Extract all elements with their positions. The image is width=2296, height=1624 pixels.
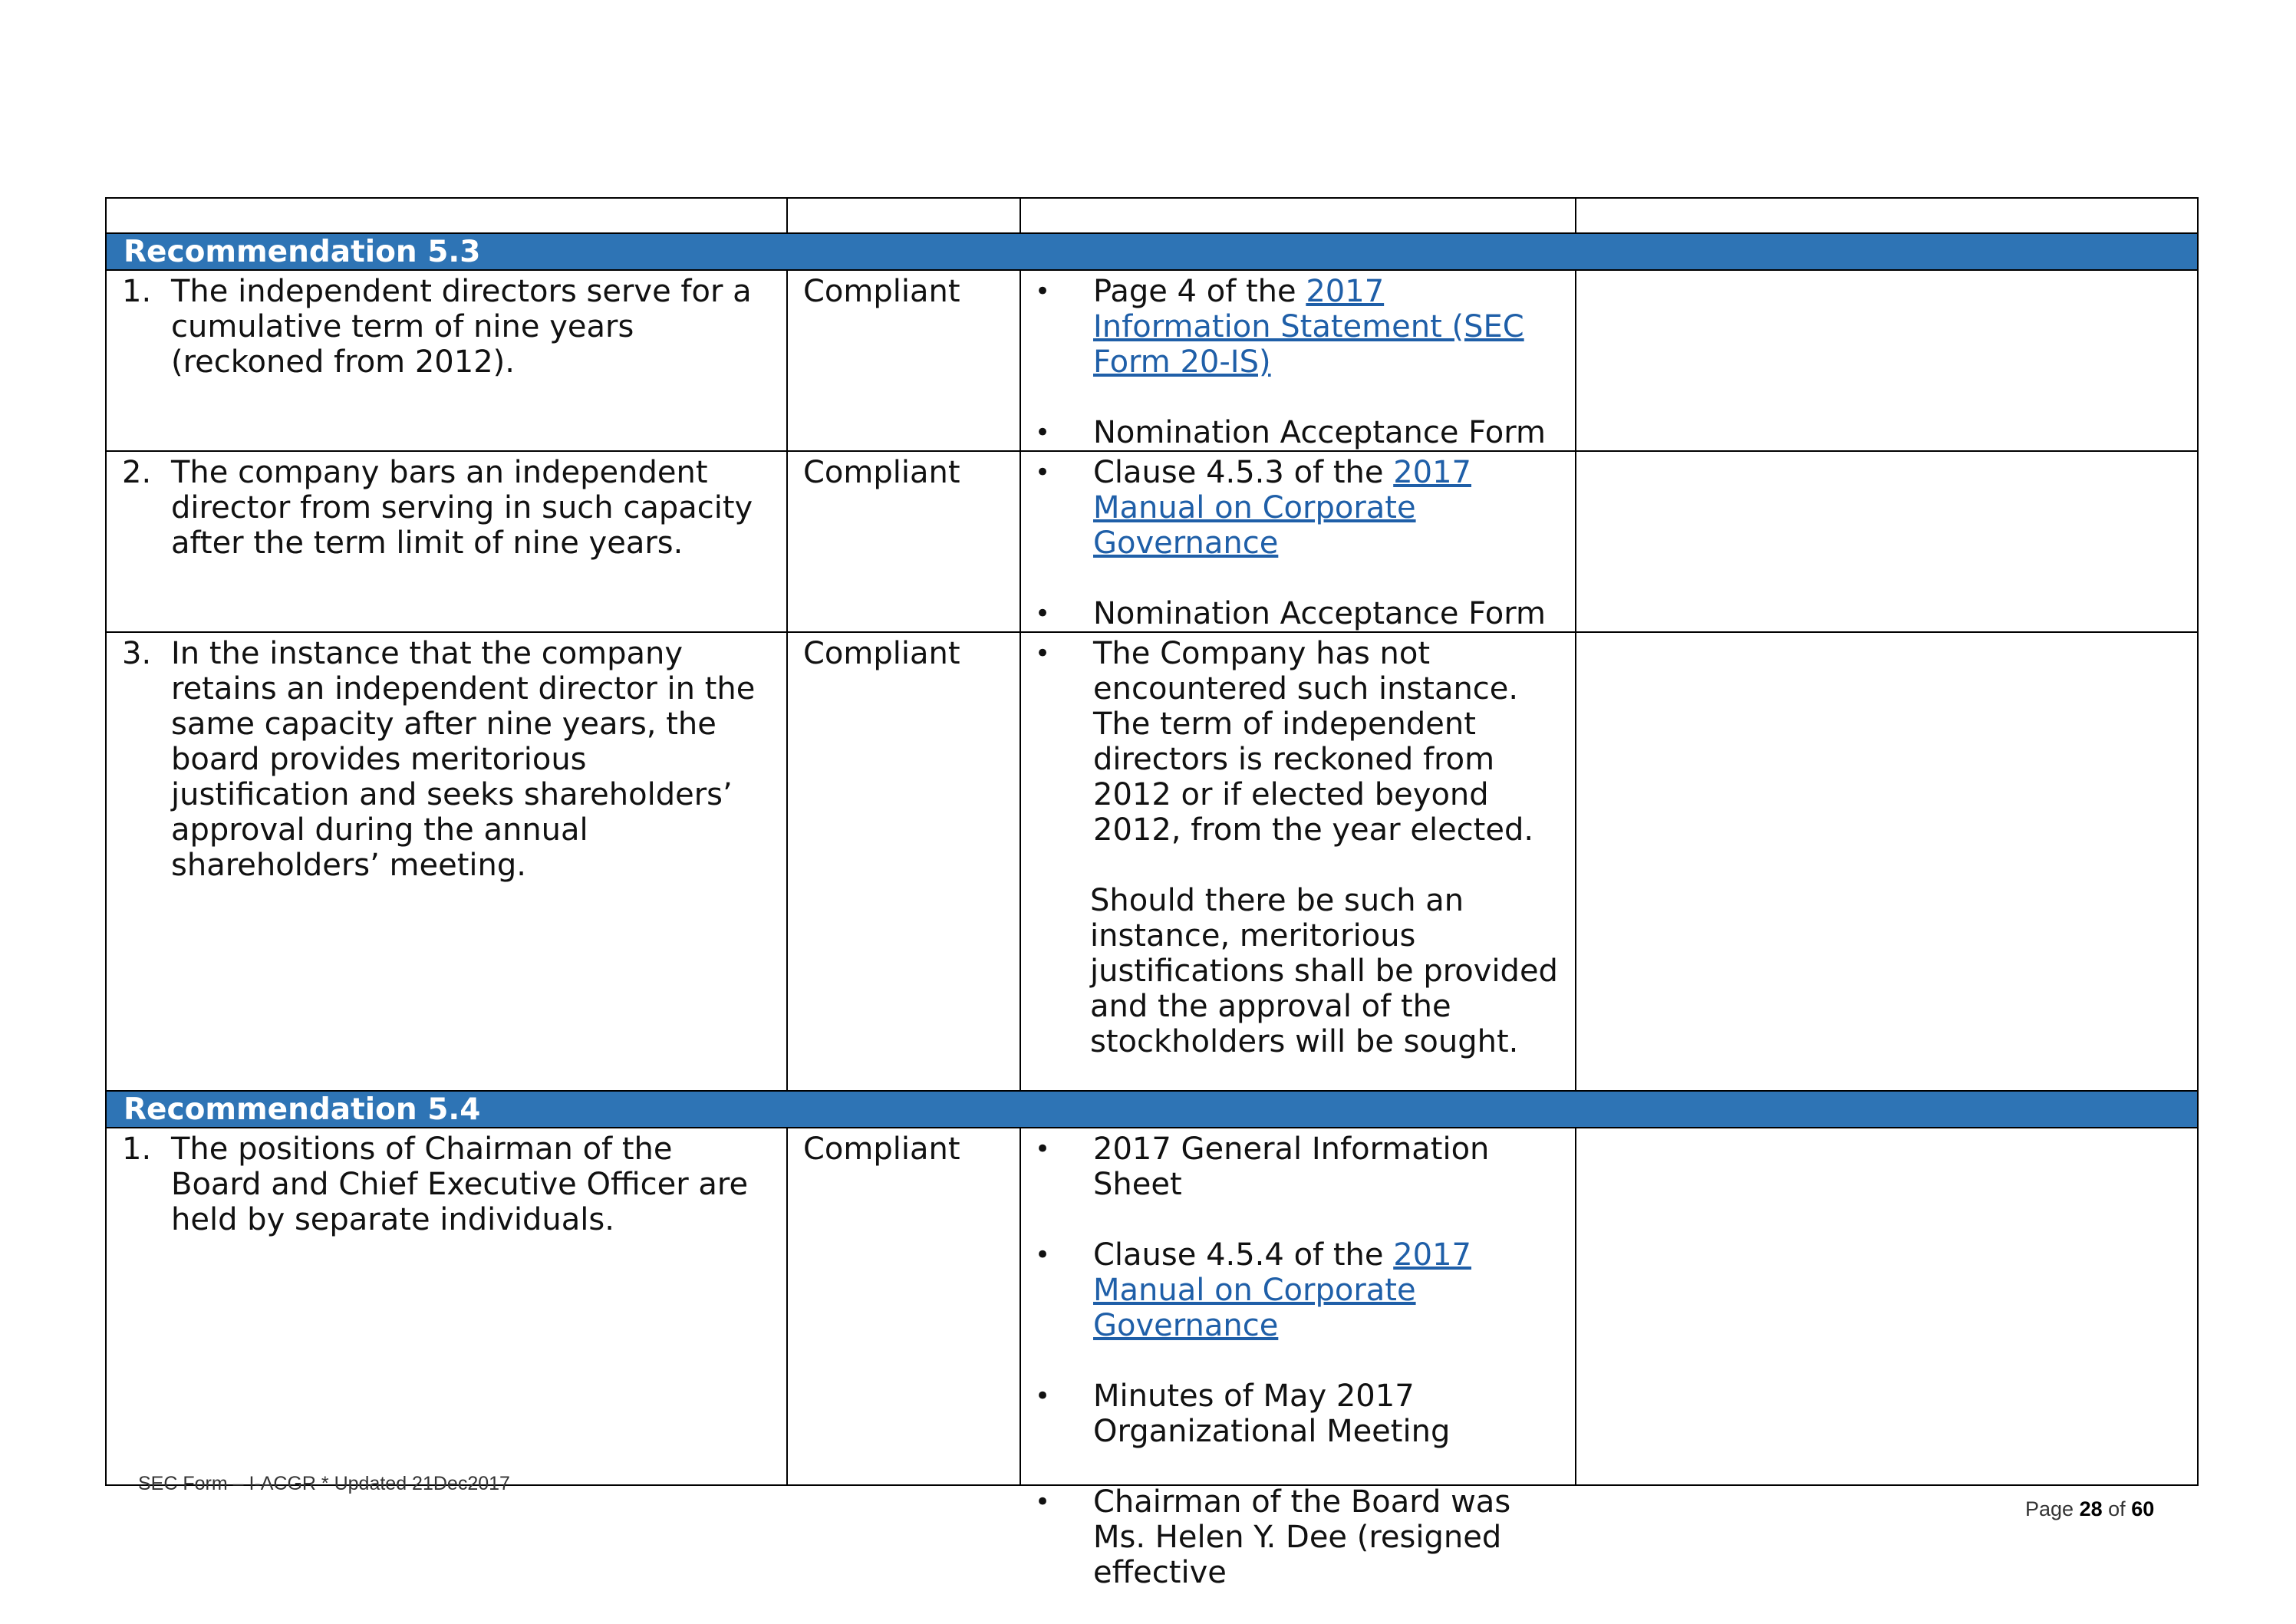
section-heading-row [106, 1091, 2198, 1128]
evidence-text: Chairman of the Board was Ms. Helen Y. Dee (resigned effective [1093, 1484, 1511, 1590]
bullet-icon: • [1035, 1381, 1051, 1412]
recommendation-item [122, 636, 771, 883]
page-number [2025, 1497, 2154, 1521]
evidence-list [1032, 274, 1560, 450]
evidence-link[interactable]: 2017 Information Statement (SEC Form 20-IS) [1093, 274, 1524, 380]
remarks-cell [1576, 1128, 2198, 1485]
section-heading: Recommendation 5.3 [106, 233, 2198, 270]
list-item [1032, 1484, 1560, 1590]
table-header-blank-row [106, 198, 2198, 233]
list-item [1032, 1237, 1560, 1343]
evidence-text: 2017 General Information Sheet [1093, 1132, 1490, 1202]
bullet-icon: • [1035, 1240, 1051, 1270]
item-number: 1. [122, 274, 152, 309]
section-heading-row [106, 233, 2198, 270]
evidence-text: Nomination Acceptance Form [1093, 596, 1546, 631]
remarks-cell [1576, 451, 2198, 632]
bullet-icon: • [1035, 1134, 1051, 1164]
footer-form-label: SEC Form – I-ACGR * Updated 21Dec2017 [138, 1473, 510, 1494]
page-current: 28 [2079, 1497, 2103, 1520]
evidence-list [1032, 455, 1560, 631]
compliance-status: Compliant [787, 270, 1020, 451]
evidence-note: Should there be such an instance, meritorious justifications shall be provided and the approval of the stockholders will be sought. [1090, 883, 1558, 1059]
bullet-icon: • [1035, 1487, 1051, 1517]
item-text: The company bars an independent director from serving in such capacity after the term limit of nine years. [171, 455, 753, 561]
evidence-list [1032, 1132, 1560, 1590]
bullet-icon: • [1035, 276, 1051, 307]
list-item [1032, 274, 1560, 380]
page-word: Page [2025, 1497, 2074, 1520]
bullet-icon: • [1035, 638, 1051, 669]
list-item [1032, 596, 1560, 631]
recommendation-item [122, 274, 771, 380]
page-of: of [2108, 1497, 2126, 1520]
evidence-text: Clause 4.5.3 of the [1093, 455, 1394, 490]
bullet-icon: • [1035, 598, 1051, 629]
page-total: 60 [2131, 1497, 2155, 1520]
list-item [1032, 636, 1560, 848]
list-item [1032, 883, 1560, 1059]
evidence-link[interactable]: 2017 Manual on Corporate Governance [1093, 1237, 1471, 1343]
evidence-clip [1032, 1132, 1560, 1590]
compliance-status: Compliant [787, 1128, 1020, 1485]
item-number: 1. [122, 1132, 152, 1167]
bullet-icon: • [1035, 417, 1051, 448]
table-row [106, 270, 2198, 451]
list-item [1032, 1379, 1560, 1449]
recommendation-item [122, 455, 771, 561]
evidence-text: Clause 4.5.4 of the [1093, 1237, 1394, 1273]
evidence-link[interactable]: 2017 Manual on Corporate Governance [1093, 455, 1471, 561]
table-row [106, 1128, 2198, 1485]
item-number: 2. [122, 455, 152, 490]
table-row [106, 451, 2198, 632]
table-row [106, 632, 2198, 1091]
compliance-status: Compliant [787, 451, 1020, 632]
section-heading: Recommendation 5.4 [106, 1091, 2198, 1128]
compliance-status: Compliant [787, 632, 1020, 1091]
list-item [1032, 455, 1560, 561]
item-text: In the instance that the company retains an independent director in the same capacity after nine years, the board provides meritorious justification and seeks shareholders’ approval during the annual shareholders’ meeting. [171, 636, 756, 883]
evidence-text: Minutes of May 2017 Organizational Meeting [1093, 1379, 1451, 1449]
item-number: 3. [122, 636, 152, 671]
evidence-text: The Company has not encountered such instance. The term of independent directors is reckoned from 2012 or if elected beyond 2012, from the year elected. [1093, 636, 1534, 848]
evidence-list [1032, 636, 1560, 1059]
recommendation-item [122, 1132, 771, 1237]
list-item [1032, 1132, 1560, 1202]
bullet-icon: • [1035, 457, 1051, 488]
evidence-text: Page 4 of the [1093, 274, 1306, 309]
item-text: The positions of Chairman of the Board and Chief Executive Officer are held by separate individuals. [171, 1132, 749, 1237]
item-text: The independent directors serve for a cumulative term of nine years (reckoned from 2012). [171, 274, 752, 380]
list-item [1032, 415, 1560, 450]
remarks-cell [1576, 632, 2198, 1091]
remarks-cell [1576, 270, 2198, 451]
evidence-text: Nomination Acceptance Form [1093, 415, 1546, 450]
